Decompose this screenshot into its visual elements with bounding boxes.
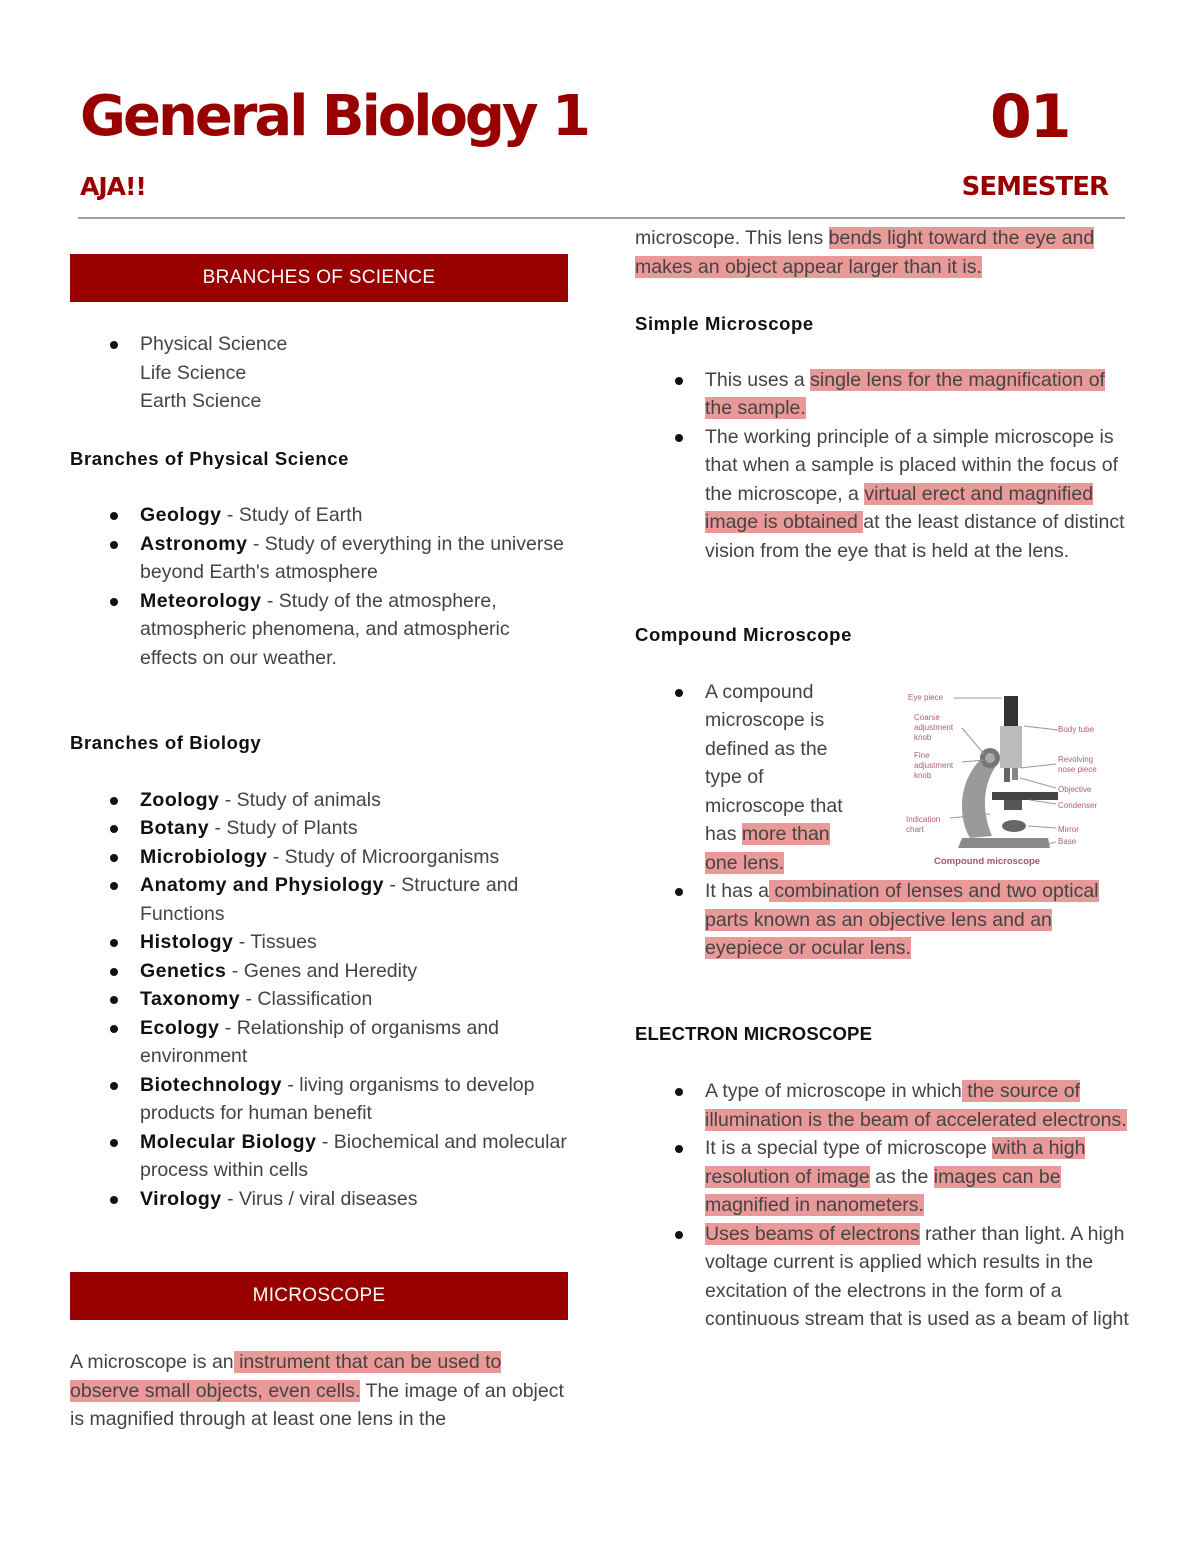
svg-text:adjustment: adjustment — [914, 761, 954, 770]
compound-microscope-figure — [900, 688, 1115, 873]
list-item: Virology - Virus / viral diseases — [70, 1185, 570, 1214]
left-column — [70, 330, 570, 1213]
list-item: It has a combination of lenses and two optical parts known as an objective lens and an eyepiece or ocular lens. — [635, 877, 1130, 963]
list-item: Meteorology - Study of the atmosphere, atmospheric phenomena, and atmospheric effects on our weather. — [70, 587, 570, 673]
compound-microscope-heading: Compound Microscope — [635, 624, 852, 645]
simple-microscope-list — [635, 366, 1130, 566]
list-item: Geology - Study of Earth — [70, 501, 570, 530]
label-condenser: Condenser — [1058, 801, 1098, 810]
figure-caption: Compound microscope — [934, 856, 1041, 867]
microscope-paragraph: A microscope is an instrument that can be used to observe small objects, even cells. The image of an object is magnified through at least one lens in the — [70, 1351, 564, 1430]
svg-text:knob: knob — [914, 771, 932, 780]
semester-label: SEMESTER — [961, 172, 1108, 202]
banner-microscope: MICROSCOPE — [70, 1272, 568, 1320]
label-mirror: Mirror — [1058, 825, 1079, 834]
microscope-intro — [70, 1348, 570, 1434]
microscope-illustration — [900, 688, 1115, 873]
list-item: Taxonomy - Classification — [70, 985, 570, 1014]
simple-microscope-heading: Simple Microscope — [635, 313, 814, 334]
list-item: This uses a single lens for the magnification of the sample. — [635, 366, 1130, 423]
banner-branches-of-science: BRANCHES OF SCIENCE — [70, 254, 568, 302]
list-item: Genetics - Genes and Heredity — [70, 957, 570, 986]
document-title: General Biology 1 — [80, 84, 588, 149]
list-item: Ecology - Relationship of organisms and environment — [70, 1014, 570, 1071]
list-item: A compound microscope is defined as the type of microscope that has more than one lens. — [635, 678, 860, 878]
label-base: Base — [1058, 837, 1077, 846]
list-item: It is a special type of microscope with a high resolution of image as the images can be magnified in nanometers. — [635, 1134, 1130, 1220]
label-body-tube: Body tube — [1058, 725, 1095, 734]
biology-heading: Branches of Biology — [70, 732, 262, 753]
svg-text:adjustment: adjustment — [914, 723, 954, 732]
label-fine-knob: Fine — [914, 751, 930, 760]
label-objective: Objective — [1058, 785, 1092, 794]
list-item: Anatomy and Physiology - Structure and Functions — [70, 871, 570, 928]
svg-text:nose piece: nose piece — [1058, 765, 1097, 774]
lens-paragraph: microscope. This lens bends light toward the eye and makes an object appear larger than it is. — [635, 227, 1095, 278]
list-item: The working principle of a simple microscope is that when a sample is placed within the focus of the microscope, a virtual erect and magnified image is obtained at the least distance of distinct vision from the eye that is held at the lens. — [635, 423, 1130, 566]
label-indication: Indication — [906, 815, 941, 824]
label-eye-piece: Eye piece — [908, 693, 944, 702]
header-divider — [78, 217, 1125, 219]
science-list — [70, 330, 570, 416]
list-item: A type of microscope in which the source of illumination is the beam of accelerated electrons. — [635, 1077, 1130, 1134]
list-item: Histology - Tissues — [70, 928, 570, 957]
list-item: Microbiology - Study of Microorganisms — [70, 843, 570, 872]
list-item: Zoology - Study of animals — [70, 786, 570, 815]
svg-text:knob: knob — [914, 733, 932, 742]
list-item: Physical Science — [70, 330, 570, 359]
list-item: Botany - Study of Plants — [70, 814, 570, 843]
list-item: Earth Science — [140, 390, 262, 412]
electron-microscope-list — [635, 1077, 1130, 1334]
label-coarse-knob: Coarse — [914, 713, 940, 722]
list-item: Astronomy - Study of everything in the universe beyond Earth's atmosphere — [70, 530, 570, 587]
author-label: AJA!! — [80, 172, 146, 201]
svg-text:chart: chart — [906, 825, 924, 834]
list-item: Uses beams of electrons rather than light. A high voltage current is applied which results in the excitation of the electrons in the form of a continuous stream that is used as a beam of light — [635, 1220, 1130, 1334]
physical-science-list — [70, 501, 570, 672]
list-item: Biotechnology - living organisms to develop products for human benefit — [70, 1071, 570, 1128]
physical-science-heading: Branches of Physical Science — [70, 447, 350, 469]
label-revolving: Revolving — [1058, 755, 1094, 764]
list-item: Life Science — [140, 361, 247, 384]
biology-list — [70, 786, 570, 1214]
list-item: Molecular Biology - Biochemical and molecular process within cells — [70, 1128, 570, 1185]
document-number: 01 — [990, 82, 1070, 152]
electron-microscope-heading: ELECTRON MICROSCOPE — [635, 1022, 873, 1044]
